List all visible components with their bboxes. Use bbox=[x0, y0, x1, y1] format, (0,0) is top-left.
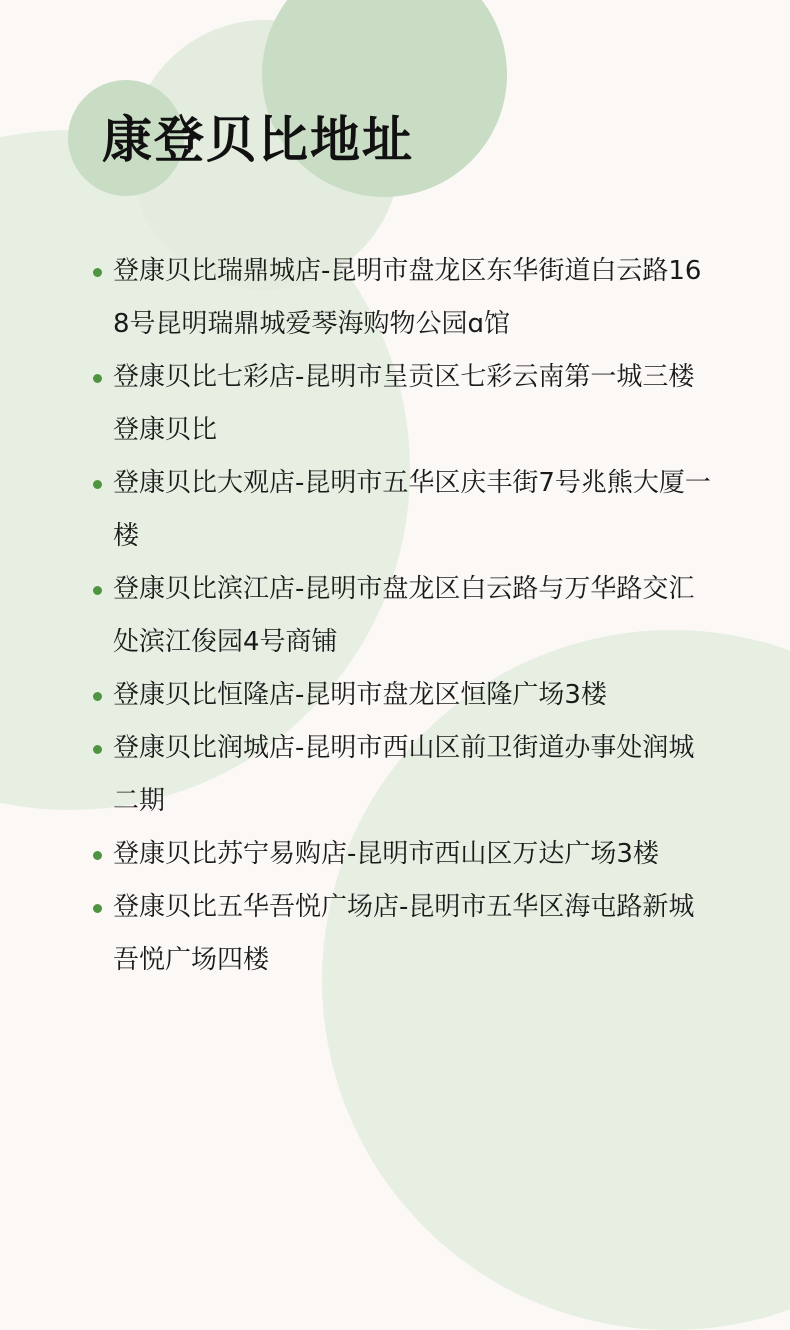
page-title: 康登贝比地址 bbox=[102, 111, 414, 169]
bullet-dot-icon bbox=[93, 586, 102, 595]
bullet-dot-icon bbox=[93, 374, 102, 383]
bullet-dot-icon bbox=[93, 851, 102, 860]
store-address-text: 登康贝比恒隆店-昆明市盘龙区恒隆广场3楼 bbox=[113, 680, 607, 710]
list-item bbox=[113, 351, 711, 457]
list-item bbox=[113, 563, 711, 669]
bullet-dot-icon bbox=[93, 268, 102, 277]
store-address-text: 登康贝比瑞鼎城店-昆明市盘龙区东华街道白云路168号昆明瑞鼎城爱琴海购物公园ɑ馆 bbox=[113, 256, 702, 339]
list-item bbox=[113, 722, 711, 828]
list-item bbox=[113, 828, 711, 881]
list-item bbox=[113, 881, 711, 987]
bullet-dot-icon bbox=[93, 692, 102, 701]
store-address-text: 登康贝比滨江店-昆明市盘龙区白云路与万华路交汇处滨江俊园4号商铺 bbox=[113, 574, 695, 657]
store-address-text: 登康贝比五华吾悦广场店-昆明市五华区海屯路新城吾悦广场四楼 bbox=[113, 892, 695, 975]
bullet-dot-icon bbox=[93, 745, 102, 754]
store-address-text: 登康贝比大观店-昆明市五华区庆丰街7号兆熊大厦一楼 bbox=[113, 468, 711, 551]
store-address-list bbox=[113, 245, 711, 987]
list-item bbox=[113, 245, 711, 351]
store-address-text: 登康贝比润城店-昆明市西山区前卫街道办事处润城二期 bbox=[113, 733, 695, 816]
bullet-dot-icon bbox=[93, 904, 102, 913]
store-address-text: 登康贝比苏宁易购店-昆明市西山区万达广场3楼 bbox=[113, 839, 659, 869]
list-item bbox=[113, 457, 711, 563]
store-address-text: 登康贝比七彩店-昆明市呈贡区七彩云南第一城三楼登康贝比 bbox=[113, 362, 695, 445]
list-item bbox=[113, 669, 711, 722]
bullet-dot-icon bbox=[93, 480, 102, 489]
